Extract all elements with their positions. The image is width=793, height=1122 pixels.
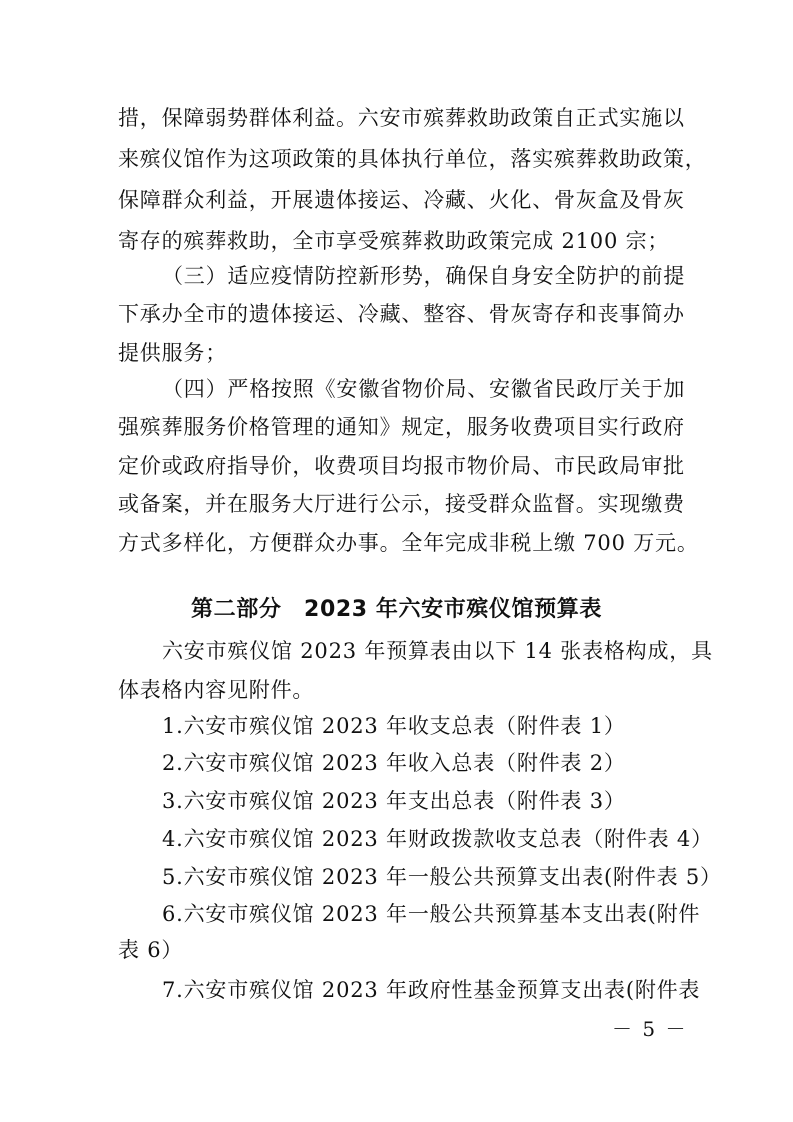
text-line: 方式多样化，方便群众办事。全年完成非税上缴 700 万元。 [118,531,699,555]
text-line: 体表格内容见附件。 [118,678,315,702]
text-line: （四）严格按照《安徽省物价局、安徽省民政厅关于加 [162,377,686,401]
text-line: （三）适应疫情防控新形势，确保自身安全防护的前提 [162,264,686,288]
list-item: 表 6） [118,938,184,962]
list-item: 3.六安市殡仪馆 2023 年支出总表（附件表 3） [162,789,626,813]
list-item: 7.六安市殡仪馆 2023 年政府性基金预算支出表(附件表 [162,978,701,1002]
text-line: 六安市殡仪馆 2023 年预算表由以下 14 张表格构成，具 [162,639,713,663]
text-line: 提供服务； [118,341,227,365]
text-line: 寄存的殡葬救助，全市享受殡葬救助政策完成 2100 宗； [118,229,670,253]
list-item: 5.六安市殡仪馆 2023 年一般公共预算支出表(附件表 5） [162,865,722,889]
text-line: 或备案，并在服务大厅进行公示，接受群众监督。实现缴费 [118,492,685,516]
text-line: 定价或政府指导价，收费项目均报市物价局、市民政局审批 [118,454,685,478]
list-item: 4.六安市殡仪馆 2023 年财政拨款收支总表（附件表 4） [162,827,713,851]
text-line: 来殡仪馆作为这项政策的具体执行单位，落实殡葬救助政策， [118,147,707,171]
text-line: 下承办全市的遗体接运、冷藏、整容、骨灰寄存和丧事简办 [118,302,685,326]
page-number: － 5 － [612,1017,688,1041]
list-item: 1.六安市殡仪馆 2023 年收支总表（附件表 1） [162,714,626,738]
list-item: 6.六安市殡仪馆 2023 年一般公共预算基本支出表(附件 [162,902,701,926]
text-line: 强殡葬服务价格管理的通知》规定，服务收费项目实行政府 [118,415,685,439]
text-line: 保障群众利益，开展遗体接运、冷藏、火化、骨灰盒及骨灰 [118,188,685,212]
text-line: 措，保障弱势群体利益。六安市殡葬救助政策自正式实施以 [118,106,685,130]
list-item: 2.六安市殡仪馆 2023 年收入总表（附件表 2） [162,751,626,775]
section-heading: 第二部分 2023 年六安市殡仪馆预算表 [191,597,602,622]
